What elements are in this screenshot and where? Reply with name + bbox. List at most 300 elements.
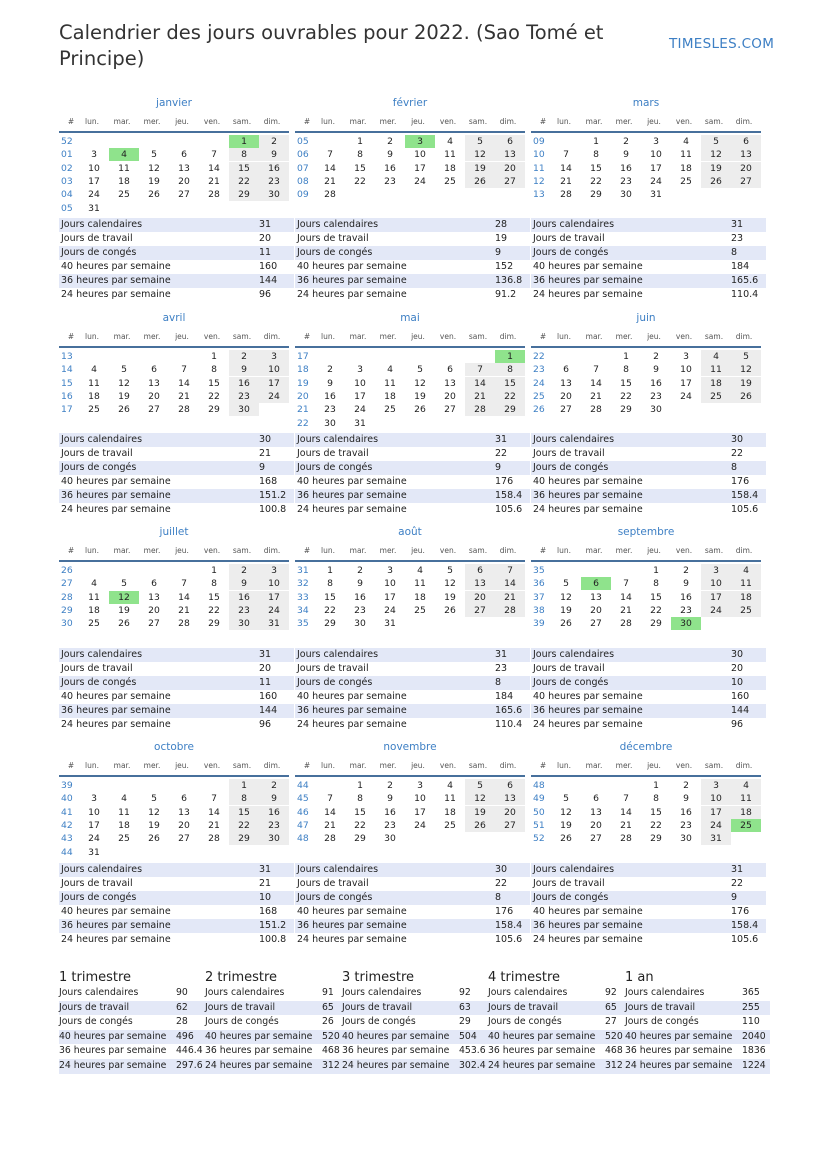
- day-cell: 24: [414, 175, 426, 187]
- stat-row: [59, 433, 294, 447]
- day-cell: 27: [178, 833, 190, 845]
- day-cell: 14: [208, 162, 220, 174]
- stat-row: [59, 863, 294, 877]
- weekday-label: lun.: [321, 761, 335, 770]
- weekday-label: jeu.: [411, 546, 425, 555]
- day-cell: 18: [414, 591, 426, 603]
- weekday-label: jeu.: [175, 332, 189, 341]
- week-number: 07: [297, 162, 309, 174]
- stat-row: [531, 232, 766, 246]
- day-cell: 26: [118, 618, 130, 630]
- day-cell: 28: [590, 404, 602, 416]
- stat-value: 176: [731, 476, 750, 487]
- week-number: 21: [297, 404, 309, 416]
- stat-label: Jours de congés: [61, 677, 137, 688]
- stat-value: 31: [259, 649, 272, 660]
- stat-label: 40 heures par semaine: [533, 691, 643, 702]
- stat-row: [295, 503, 530, 517]
- stat-label: 40 heures par semaine: [533, 906, 643, 917]
- stat-label: 24 heures par semaine: [297, 289, 407, 300]
- day-cell: 13: [178, 162, 190, 174]
- weekday-label: #: [67, 546, 75, 555]
- day-cell: 20: [495, 162, 525, 175]
- day-cell: 23: [259, 175, 289, 188]
- weekday-header: [295, 115, 525, 133]
- day-cell: 16: [354, 591, 366, 603]
- weekday-header: [59, 330, 289, 348]
- quarter-label: 40 heures par semaine: [59, 1030, 167, 1042]
- day-cell: 23: [229, 604, 259, 617]
- stat-row: [59, 503, 294, 517]
- day-cell: 18: [384, 390, 396, 402]
- day-cell: 15: [229, 162, 259, 175]
- stat-row: [59, 877, 294, 891]
- stat-label: Jours calendaires: [61, 434, 143, 445]
- day-cell: 19: [148, 175, 160, 187]
- day-cell: 27: [465, 604, 495, 617]
- day-cell: 30: [259, 832, 289, 845]
- weekday-label: jeu.: [175, 117, 189, 126]
- day-cell: 31: [259, 617, 289, 630]
- day-cell: 22: [208, 604, 220, 616]
- weekday-label: sam.: [232, 546, 252, 555]
- week-number: 13: [61, 351, 73, 362]
- stat-label: 24 heures par semaine: [533, 504, 643, 515]
- quarter-value: 62: [176, 1001, 188, 1013]
- holiday-cell: 1: [495, 350, 525, 363]
- day-cell: 14: [465, 377, 495, 390]
- stat-value: 31: [495, 434, 508, 445]
- day-cell: 23: [650, 390, 662, 402]
- day-cell: 14: [620, 806, 632, 818]
- stat-value: 31: [731, 864, 744, 875]
- quarter-label: Jours de congés: [342, 1016, 416, 1028]
- month-stats: [59, 863, 294, 947]
- week-number: 33: [297, 591, 309, 603]
- weekday-label: lun.: [85, 332, 99, 341]
- day-cell: 19: [560, 604, 572, 616]
- day-cell: 3: [259, 564, 289, 577]
- week-number: 37: [533, 591, 545, 603]
- week-number: 20: [297, 390, 309, 402]
- day-cell: 4: [91, 578, 97, 590]
- stat-value: 30: [731, 649, 744, 660]
- day-cell: 1: [653, 780, 659, 791]
- weekday-label: mer.: [143, 546, 161, 555]
- stat-label: Jours de travail: [533, 233, 605, 244]
- quarter-label: 24 heures par semaine: [205, 1059, 313, 1071]
- month-grid: [531, 113, 761, 233]
- stat-row: [531, 690, 766, 704]
- stat-row: [295, 718, 530, 732]
- stat-label: Jours de travail: [297, 663, 369, 674]
- quarter-row: [59, 1044, 205, 1059]
- weekday-label: lun.: [557, 117, 571, 126]
- stat-row: [295, 648, 530, 662]
- weekday-label: dim.: [735, 117, 753, 126]
- month-stats: [531, 648, 766, 732]
- quarter-label: Jours calendaires: [205, 987, 285, 998]
- day-cell: 7: [181, 364, 187, 376]
- week-number: 04: [61, 189, 73, 201]
- stat-value: 31: [259, 219, 272, 230]
- quarter-block: [488, 969, 634, 1074]
- day-cell: 16: [680, 806, 692, 818]
- month-name: mars: [632, 97, 660, 109]
- day-cell: 21: [178, 604, 190, 616]
- quarter-row: [625, 1030, 770, 1045]
- day-cell: 29: [495, 403, 525, 416]
- day-cell: 21: [560, 175, 572, 187]
- weekday-label: sam.: [468, 546, 488, 555]
- weekday-label: ven.: [439, 332, 457, 341]
- quarter-label: 24 heures par semaine: [59, 1059, 167, 1071]
- day-cell: 22: [620, 390, 632, 402]
- weekday-label: mar.: [349, 546, 367, 555]
- stat-row: [295, 475, 530, 489]
- holiday-cell: 1: [229, 135, 259, 148]
- day-cell: 27: [148, 404, 160, 416]
- stat-value: 30: [259, 434, 272, 445]
- quarter-value: 29: [459, 1016, 471, 1028]
- quarter-label: Jours de congés: [625, 1016, 699, 1028]
- quarter-row: [625, 986, 770, 1001]
- weekday-label: sam.: [704, 761, 724, 770]
- stat-row: [59, 891, 294, 905]
- day-cell: 2: [357, 565, 363, 576]
- stat-row: [295, 919, 530, 933]
- weekday-header: [295, 330, 525, 348]
- stat-row: [295, 433, 530, 447]
- stat-label: Jours calendaires: [297, 434, 379, 445]
- week-number: 35: [533, 565, 545, 576]
- month-3: [531, 97, 761, 233]
- week-number: 43: [61, 833, 73, 845]
- week-number: 44: [61, 846, 73, 858]
- month-7: [59, 526, 289, 662]
- day-cell: 5: [151, 149, 157, 161]
- stat-row: [531, 877, 766, 891]
- day-cell: 7: [623, 793, 629, 805]
- day-cell: 29: [229, 832, 259, 845]
- month-grid: [295, 113, 525, 233]
- brand-link[interactable]: TIMESLES.COM: [669, 36, 775, 52]
- day-cell: 4: [701, 350, 731, 363]
- day-cell: 1: [623, 351, 629, 362]
- weekday-label: ven.: [675, 117, 693, 126]
- holiday-cell: 25: [731, 819, 761, 832]
- weekday-label: jeu.: [411, 117, 425, 126]
- day-cell: 13: [148, 591, 160, 603]
- day-cell: 14: [620, 591, 632, 603]
- day-cell: 7: [181, 578, 187, 590]
- day-cell: 1: [357, 136, 363, 147]
- day-cell: 26: [701, 175, 731, 188]
- stat-label: Jours de congés: [61, 462, 137, 473]
- month-stats: [295, 863, 530, 947]
- stat-value: 8: [731, 247, 738, 258]
- quarter-label: Jours calendaires: [59, 987, 139, 998]
- quarter-value: 312: [605, 1059, 623, 1071]
- weekday-label: mar.: [349, 761, 367, 770]
- day-cell: 2: [229, 564, 259, 577]
- stat-row: [59, 933, 294, 947]
- month-name: janvier: [156, 97, 192, 109]
- weekday-label: jeu.: [647, 117, 661, 126]
- stat-value: 31: [259, 864, 272, 875]
- day-cell: 20: [465, 591, 495, 604]
- day-cell: 16: [229, 377, 259, 390]
- week-number: 35: [297, 618, 309, 630]
- day-cell: 13: [590, 591, 602, 603]
- day-cell: 10: [384, 578, 396, 590]
- day-cell: 17: [414, 162, 426, 174]
- stat-row: [59, 690, 294, 704]
- stat-label: Jours de congés: [297, 892, 373, 903]
- day-cell: 15: [650, 591, 662, 603]
- quarter-rows: [342, 986, 488, 1074]
- day-cell: 12: [731, 363, 761, 376]
- stat-row: [295, 676, 530, 690]
- weekday-label: mar.: [585, 546, 603, 555]
- day-cell: 19: [465, 806, 495, 819]
- day-cell: 15: [229, 806, 259, 819]
- weekday-label: #: [539, 332, 547, 341]
- quarter-rows: [59, 986, 205, 1074]
- quarter-label: 24 heures par semaine: [488, 1059, 596, 1071]
- stat-label: Jours de travail: [61, 233, 133, 244]
- day-cell: 8: [211, 578, 217, 590]
- stat-label: 36 heures par semaine: [297, 705, 407, 716]
- quarter-value: 520: [605, 1030, 623, 1042]
- day-cell: 21: [495, 591, 525, 604]
- day-cell: 16: [650, 377, 662, 389]
- day-cell: 8: [229, 792, 259, 805]
- holiday-cell: 30: [671, 617, 701, 630]
- weekday-label: ven.: [439, 761, 457, 770]
- day-cell: 25: [444, 175, 456, 187]
- stat-label: 36 heures par semaine: [61, 275, 171, 286]
- weekday-label: dim.: [735, 761, 753, 770]
- quarter-value: 110: [742, 1016, 760, 1028]
- day-cell: 19: [701, 162, 731, 175]
- stat-value: 110.4: [495, 719, 523, 730]
- day-cell: 4: [447, 136, 453, 147]
- month-stats: [531, 218, 766, 302]
- stat-value: 31: [495, 649, 508, 660]
- weekday-label: dim.: [735, 332, 753, 341]
- day-cell: 18: [118, 819, 130, 831]
- stat-label: 24 heures par semaine: [533, 719, 643, 730]
- stat-value: 144: [259, 275, 278, 286]
- stat-label: 36 heures par semaine: [533, 490, 643, 501]
- quarter-row: [205, 1015, 351, 1030]
- day-cell: 28: [620, 618, 632, 630]
- day-cell: 10: [354, 377, 366, 389]
- day-cell: 31: [354, 417, 366, 429]
- quarter-label: 40 heures par semaine: [625, 1030, 733, 1042]
- stat-label: Jours de travail: [533, 663, 605, 674]
- week-number: 09: [297, 189, 309, 201]
- weekday-label: jeu.: [647, 761, 661, 770]
- day-cell: 30: [229, 617, 259, 630]
- stat-value: 151.2: [259, 490, 287, 501]
- weekday-label: lun.: [85, 761, 99, 770]
- week-number: 48: [533, 780, 545, 791]
- weekday-label: lun.: [321, 546, 335, 555]
- weekday-label: lun.: [85, 117, 99, 126]
- day-cell: 29: [208, 404, 220, 416]
- stat-row: [59, 489, 294, 503]
- quarter-value: 27: [605, 1016, 617, 1028]
- quarter-row: [342, 1059, 488, 1074]
- quarter-label: 40 heures par semaine: [342, 1030, 450, 1042]
- stat-value: 168: [259, 476, 278, 487]
- weekday-label: mer.: [143, 117, 161, 126]
- day-cell: 6: [563, 364, 569, 376]
- stat-row: [59, 288, 294, 302]
- day-cell: 15: [354, 806, 366, 818]
- month-stats: [531, 433, 766, 517]
- day-cell: 11: [414, 578, 426, 590]
- day-cell: 14: [560, 162, 572, 174]
- stat-row: [531, 433, 766, 447]
- stat-value: 100.8: [259, 504, 287, 515]
- day-cell: 22: [354, 175, 366, 187]
- stat-label: 24 heures par semaine: [61, 934, 171, 945]
- day-cell: 7: [495, 564, 525, 577]
- day-cell: 19: [465, 162, 495, 175]
- weekday-label: ven.: [203, 546, 221, 555]
- week-number: 14: [61, 364, 73, 376]
- stat-label: 40 heures par semaine: [61, 261, 171, 272]
- day-cell: 19: [560, 819, 572, 831]
- stat-row: [295, 489, 530, 503]
- day-cell: 6: [495, 135, 525, 148]
- day-cell: 6: [495, 779, 525, 792]
- day-cell: 30: [259, 188, 289, 201]
- weekday-label: mar.: [113, 117, 131, 126]
- stat-row: [59, 648, 294, 662]
- day-cell: 15: [208, 377, 220, 389]
- day-cell: 6: [465, 564, 495, 577]
- weekday-header: [531, 115, 761, 133]
- day-cell: 12: [560, 806, 572, 818]
- weekday-label: mar.: [113, 761, 131, 770]
- month-10: [59, 741, 289, 877]
- weekday-label: #: [67, 332, 75, 341]
- day-cell: 17: [701, 591, 731, 604]
- stat-value: 168: [259, 906, 278, 917]
- day-cell: 5: [447, 565, 453, 576]
- stat-value: 105.6: [495, 504, 523, 515]
- day-cell: 19: [118, 604, 130, 616]
- weekday-label: dim.: [499, 761, 517, 770]
- day-cell: 9: [623, 149, 629, 161]
- weekday-label: mar.: [349, 332, 367, 341]
- quarter-row: [205, 986, 351, 1001]
- weekday-label: sam.: [232, 117, 252, 126]
- stat-value: 96: [731, 719, 744, 730]
- day-cell: 7: [465, 363, 495, 376]
- day-cell: 7: [563, 149, 569, 161]
- day-cell: 11: [731, 792, 761, 805]
- day-cell: 21: [590, 390, 602, 402]
- holiday-cell: 3: [405, 135, 435, 148]
- day-cell: 24: [701, 604, 731, 617]
- stat-row: [59, 246, 294, 260]
- quarter-row: [488, 1030, 634, 1045]
- stat-row: [59, 447, 294, 461]
- day-cell: 9: [387, 149, 393, 161]
- day-cell: 13: [495, 148, 525, 161]
- stat-value: 20: [259, 233, 272, 244]
- day-cell: 17: [650, 162, 662, 174]
- weekday-label: #: [67, 761, 75, 770]
- day-cell: 5: [731, 350, 761, 363]
- weekday-header: [295, 544, 525, 562]
- weekday-label: jeu.: [175, 546, 189, 555]
- month-2: [295, 97, 525, 233]
- weekday-label: #: [303, 546, 311, 555]
- weekday-label: lun.: [321, 332, 335, 341]
- day-cell: 1: [357, 780, 363, 791]
- day-cell: 30: [324, 417, 336, 429]
- week-number: 29: [61, 604, 73, 616]
- day-cell: 20: [178, 819, 190, 831]
- week-number: 46: [297, 806, 309, 818]
- day-cell: 31: [384, 618, 396, 630]
- day-cell: 10: [259, 363, 289, 376]
- week-number: 10: [533, 149, 545, 161]
- day-cell: 7: [327, 793, 333, 805]
- day-cell: 11: [444, 149, 456, 161]
- week-number: 22: [533, 351, 545, 362]
- stat-row: [295, 662, 530, 676]
- weekday-label: ven.: [675, 546, 693, 555]
- month-grid: [59, 113, 289, 233]
- stat-label: 24 heures par semaine: [297, 719, 407, 730]
- day-cell: 14: [495, 577, 525, 590]
- day-cell: 20: [148, 390, 160, 402]
- quarter-label: 24 heures par semaine: [625, 1059, 733, 1071]
- stat-value: 100.8: [259, 934, 287, 945]
- day-cell: 3: [417, 780, 423, 791]
- day-cell: 9: [653, 364, 659, 376]
- day-cell: 2: [259, 135, 289, 148]
- day-cell: 24: [680, 390, 692, 402]
- month-grid: [59, 757, 289, 877]
- day-cell: 24: [88, 833, 100, 845]
- quarter-row: [488, 1059, 634, 1074]
- stat-value: 20: [731, 663, 744, 674]
- quarter-row: [59, 1001, 205, 1016]
- week-number: 05: [61, 202, 73, 214]
- day-cell: 25: [88, 404, 100, 416]
- weekday-label: jeu.: [411, 332, 425, 341]
- stat-label: 40 heures par semaine: [297, 261, 407, 272]
- week-number: 51: [533, 819, 545, 831]
- day-cell: 26: [731, 390, 761, 403]
- day-cell: 10: [414, 149, 426, 161]
- day-cell: 25: [444, 819, 456, 831]
- day-cell: 13: [465, 577, 495, 590]
- day-cell: 10: [650, 149, 662, 161]
- month-9: [531, 526, 761, 662]
- day-cell: 4: [447, 780, 453, 791]
- stat-row: [59, 274, 294, 288]
- day-cell: 21: [324, 175, 336, 187]
